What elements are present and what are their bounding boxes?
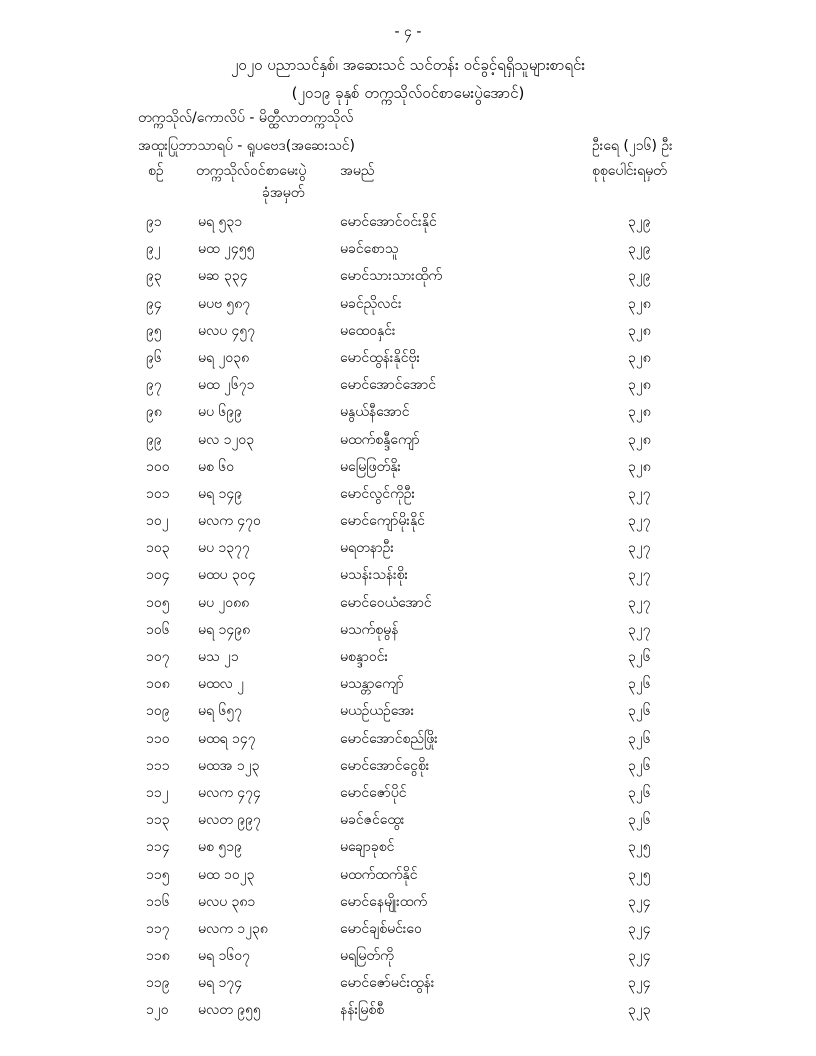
roll-number: မထလ ၂ bbox=[198, 676, 244, 693]
row-number: ၁၁၀ bbox=[146, 730, 170, 747]
table-row bbox=[0, 402, 816, 429]
roll-number: မလက ၁၂၃၈ bbox=[198, 920, 268, 937]
table-row bbox=[0, 484, 816, 511]
total-marks: ၃၂၆ bbox=[628, 784, 651, 801]
student-name: မောင်အောင်ငွေစိုး bbox=[340, 757, 430, 774]
table-row bbox=[0, 348, 816, 375]
table-row bbox=[0, 729, 816, 756]
row-number: ၁၀၈ bbox=[146, 676, 170, 693]
student-name: မောင်ထွန်းနိုင်ဗိုး bbox=[340, 349, 421, 366]
row-number: ၁၀၆ bbox=[146, 621, 170, 638]
student-name: မမြေဖြတ်နိုး bbox=[340, 458, 401, 475]
total-marks: ၃၂၄ bbox=[628, 893, 651, 910]
row-number: ၁၀၀ bbox=[146, 458, 170, 475]
roll-number: မလပ ၃၈၁ bbox=[198, 893, 256, 910]
row-number: ၉၆ bbox=[146, 349, 162, 366]
roll-number: မလတ ၉၅၅ bbox=[198, 1002, 261, 1019]
student-name: နန်းမြစ်စီ bbox=[340, 1002, 385, 1019]
student-name: မောင်အောင်စည်ဖြိုး bbox=[340, 730, 438, 747]
table-row bbox=[0, 674, 816, 701]
roll-number: မထ ၂၆၇၁ bbox=[198, 377, 255, 394]
student-name: မရတနာဦး bbox=[340, 540, 394, 557]
table-row bbox=[0, 865, 816, 892]
student-name: မထေဝနှင်း bbox=[340, 322, 396, 339]
student-name: မောင်သားသားထိုက် bbox=[340, 268, 443, 285]
student-name: မခင်ဇင်ထွေး bbox=[340, 812, 405, 829]
roll-number: မလက ၄၇၄ bbox=[198, 784, 261, 801]
roll-number: မပ ၆၉၉ bbox=[198, 404, 243, 421]
row-number: ၁၀၂ bbox=[146, 513, 169, 530]
table-row bbox=[0, 946, 816, 973]
row-number: ၁၀၇ bbox=[146, 649, 170, 665]
column-header-name: အမည် bbox=[340, 163, 375, 179]
student-name: မောင်နေမျိုးထက် bbox=[340, 893, 427, 910]
total-marks: ၃၂၄ bbox=[628, 948, 651, 965]
row-number: ၁၀၉ bbox=[146, 703, 170, 720]
column-header-no: စဉ် bbox=[148, 163, 164, 179]
total-marks: ၃၂၈ bbox=[628, 458, 651, 475]
row-number: ၁၁၅ bbox=[146, 866, 170, 883]
table-row bbox=[0, 294, 816, 321]
table-row bbox=[0, 538, 816, 565]
roll-number: မရ ၁၆၀၇ bbox=[198, 948, 250, 965]
student-name: မရမြတ်ကို bbox=[340, 948, 394, 965]
class-label: အထူးပြုဘာသာရပ် - ရူပဗေဒ(အဆေးသင်) bbox=[138, 138, 355, 154]
student-name: မထက်စန္ဒီကျော် bbox=[340, 431, 420, 448]
roll-number: မထ ၁၀၂၃ bbox=[198, 866, 255, 883]
student-name: မချောခုစင် bbox=[340, 839, 395, 856]
student-name: မနွယ်နီအောင် bbox=[340, 404, 410, 421]
total-marks: ၃၂၈ bbox=[628, 295, 651, 312]
student-name: မစန္ဒာဝင်း bbox=[340, 649, 389, 665]
table-row bbox=[0, 212, 816, 239]
row-number: ၁၀၁ bbox=[146, 485, 170, 502]
student-name: မောင်ကျော်မိုးနိုင် bbox=[340, 513, 425, 530]
roll-number: မရ ၁၇၄ bbox=[198, 975, 243, 992]
student-name: မထက်ထက်နိုင် bbox=[340, 866, 418, 883]
total-marks: ၃၂၆ bbox=[628, 649, 651, 665]
row-number: ၉၁ bbox=[146, 214, 162, 230]
roll-number: မထ ၂၄၅၅ bbox=[198, 241, 255, 258]
student-name: မသက်စုမွန် bbox=[340, 621, 399, 638]
student-name: မယဉ်ယဉ်အေး bbox=[340, 703, 415, 720]
department-label: တက္ကသိုလ်/ကောလိပ် - မိတ္ထီလာတက္ကသိုလ် bbox=[138, 110, 354, 126]
roll-number: မရ ၅၃၁ bbox=[198, 214, 243, 230]
roll-number: မရ ၂၀၃၈ bbox=[198, 349, 250, 366]
student-list bbox=[0, 212, 816, 1028]
row-number: ၁၁၈ bbox=[146, 948, 170, 965]
total-marks: ၃၂၈ bbox=[628, 404, 651, 421]
table-row bbox=[0, 1000, 816, 1027]
roll-number: မထပ ၃၀၄ bbox=[198, 567, 256, 584]
roll-number: မရ ၁၄၉၈ bbox=[198, 621, 251, 638]
row-number: ၉၈ bbox=[146, 404, 162, 421]
total-marks: ၃၂၃ bbox=[628, 1002, 651, 1019]
table-row bbox=[0, 892, 816, 919]
row-number: ၉၅ bbox=[146, 322, 162, 339]
total-marks: ၃၂၅ bbox=[628, 839, 651, 856]
table-row bbox=[0, 973, 816, 1000]
column-header-roll-line2: ခုံအမှတ် bbox=[262, 185, 305, 201]
total-marks: ၃၂၇ bbox=[628, 594, 651, 611]
total-marks: ၃၂၆ bbox=[628, 676, 651, 693]
row-number: ၁၀၃ bbox=[146, 540, 170, 557]
roll-number: မပ ၂၀၈၈ bbox=[198, 594, 250, 611]
student-name: မသန်းသန်းစိုး bbox=[340, 567, 409, 584]
roll-number: မထအ ၁၂၃ bbox=[198, 757, 260, 774]
student-name: မောင်ဇော်ပိုင် bbox=[340, 784, 407, 801]
table-row bbox=[0, 266, 816, 293]
table-row bbox=[0, 701, 816, 728]
table-row bbox=[0, 593, 816, 620]
roll-number: မရ ၆၅၇ bbox=[198, 703, 243, 720]
table-row bbox=[0, 783, 816, 810]
row-number: ၁၁၁ bbox=[146, 757, 170, 774]
row-number: ၁၀၅ bbox=[146, 594, 170, 611]
total-marks: ၃၂၆ bbox=[628, 812, 651, 829]
total-marks: ၃၂၉ bbox=[628, 241, 651, 258]
student-name: မောင်လွင်ကိုဦး bbox=[340, 485, 416, 502]
total-marks: ၃၂၇ bbox=[628, 567, 651, 584]
roll-number: မစ ၅၁၉ bbox=[198, 839, 242, 856]
total-marks: ၃၂၇ bbox=[628, 513, 651, 530]
table-row bbox=[0, 837, 816, 864]
total-marks: ၃၂၆ bbox=[628, 757, 651, 774]
total-marks: ၃၂၆ bbox=[628, 703, 651, 720]
column-header-roll: တက္ကသိုလ်ဝင်စာမေးပွဲ bbox=[196, 163, 307, 179]
total-marks: ၃၂၇ bbox=[628, 621, 651, 638]
roll-number: မလ ၁၂၀၃ bbox=[198, 431, 255, 448]
roll-number: မဆ ၃၃၄ bbox=[198, 268, 248, 285]
student-name: မခင်ညိုလင်း bbox=[340, 295, 402, 312]
roll-number: မလတ ၉၉၇ bbox=[198, 812, 261, 829]
student-name: မောင်ဝေယံအောင် bbox=[340, 594, 432, 611]
table-row bbox=[0, 430, 816, 457]
table-row bbox=[0, 756, 816, 783]
row-number: ၁၁၃ bbox=[146, 812, 170, 829]
total-marks: ၃၂၄ bbox=[628, 920, 651, 937]
table-row bbox=[0, 565, 816, 592]
roll-number: မလက ၄၇၀ bbox=[198, 513, 261, 530]
total-marks: ၃၂၇ bbox=[628, 485, 651, 502]
page-number: - ၄ - bbox=[394, 24, 422, 40]
row-number: ၁၁၆ bbox=[146, 893, 170, 910]
total-marks: ၃၂၄ bbox=[628, 975, 651, 992]
total-marks: ၃၂၈ bbox=[628, 377, 651, 394]
table-row bbox=[0, 375, 816, 402]
table-row bbox=[0, 457, 816, 484]
table-row bbox=[0, 620, 816, 647]
total-marks: ၃၂၆ bbox=[628, 730, 651, 747]
roll-number: မပ ၁၃၇၇ bbox=[198, 540, 250, 557]
roll-number: မပဗ ၅၈၇ bbox=[198, 295, 251, 312]
roll-number: မရ ၁၄၉ bbox=[198, 485, 243, 502]
total-marks: ၃၂၉ bbox=[628, 214, 651, 230]
total-marks: ၃၂၇ bbox=[628, 540, 651, 557]
row-number: ၉၉ bbox=[146, 431, 162, 448]
total-marks: ၃၂၈ bbox=[628, 431, 651, 448]
row-number: ၁၀၄ bbox=[146, 567, 170, 584]
student-name: မခင်စောသူ bbox=[340, 241, 399, 258]
table-row bbox=[0, 511, 816, 538]
total-marks: ၃၂၈ bbox=[628, 322, 651, 339]
student-name: မောင်ဇော်မင်းထွန်း bbox=[340, 975, 435, 992]
roll-number: မသ ၂၁ bbox=[198, 649, 239, 665]
table-row bbox=[0, 647, 816, 674]
total-marks: ၃၂၈ bbox=[628, 349, 651, 366]
column-header-marks: စုစုပေါင်းရမှတ် bbox=[592, 163, 667, 179]
total-marks: ၃၂၅ bbox=[628, 866, 651, 883]
row-number: ၉၇ bbox=[146, 377, 162, 394]
table-row bbox=[0, 919, 816, 946]
document-subtitle: (၂၀၁၉ ခုနှစ် တက္ကသိုလ်ဝင်စာမေးပွဲအောင်) bbox=[291, 84, 525, 102]
total-count: ဦးရေ (၂၁၆) ဦး bbox=[592, 138, 673, 154]
roll-number: မလပ ၄၅၇ bbox=[198, 322, 256, 339]
row-number: ၉၄ bbox=[146, 295, 162, 312]
student-name: မသန္တာကျော် bbox=[340, 676, 404, 693]
student-name: မောင်ချစ်မင်းဝေ bbox=[340, 920, 422, 937]
total-marks: ၃၂၉ bbox=[628, 268, 651, 285]
student-name: မောင်အောင်အောင် bbox=[340, 377, 436, 394]
table-row bbox=[0, 321, 816, 348]
row-number: ၉၃ bbox=[146, 268, 162, 285]
roll-number: မထရ ၁၄၇ bbox=[198, 730, 256, 747]
table-row bbox=[0, 810, 816, 837]
row-number: ၁၂၀ bbox=[146, 1002, 169, 1019]
document-title: ၂၀၂၀ ပညာသင်နှစ်၊ အဆေးသင် သင်တန်း ဝင်ခွင့်ရရှိသူများစာရင်း bbox=[230, 56, 586, 74]
row-number: ၁၁၂ bbox=[146, 784, 169, 801]
row-number: ၁၁၇ bbox=[146, 920, 170, 937]
row-number: ၁၁၉ bbox=[146, 975, 170, 992]
roll-number: မစ ၆၀ bbox=[198, 458, 235, 475]
table-row bbox=[0, 239, 816, 266]
row-number: ၁၁၄ bbox=[146, 839, 170, 856]
student-name: မောင်အောင်ဝင်းနိုင် bbox=[340, 214, 437, 230]
row-number: ၉၂ bbox=[146, 241, 161, 258]
